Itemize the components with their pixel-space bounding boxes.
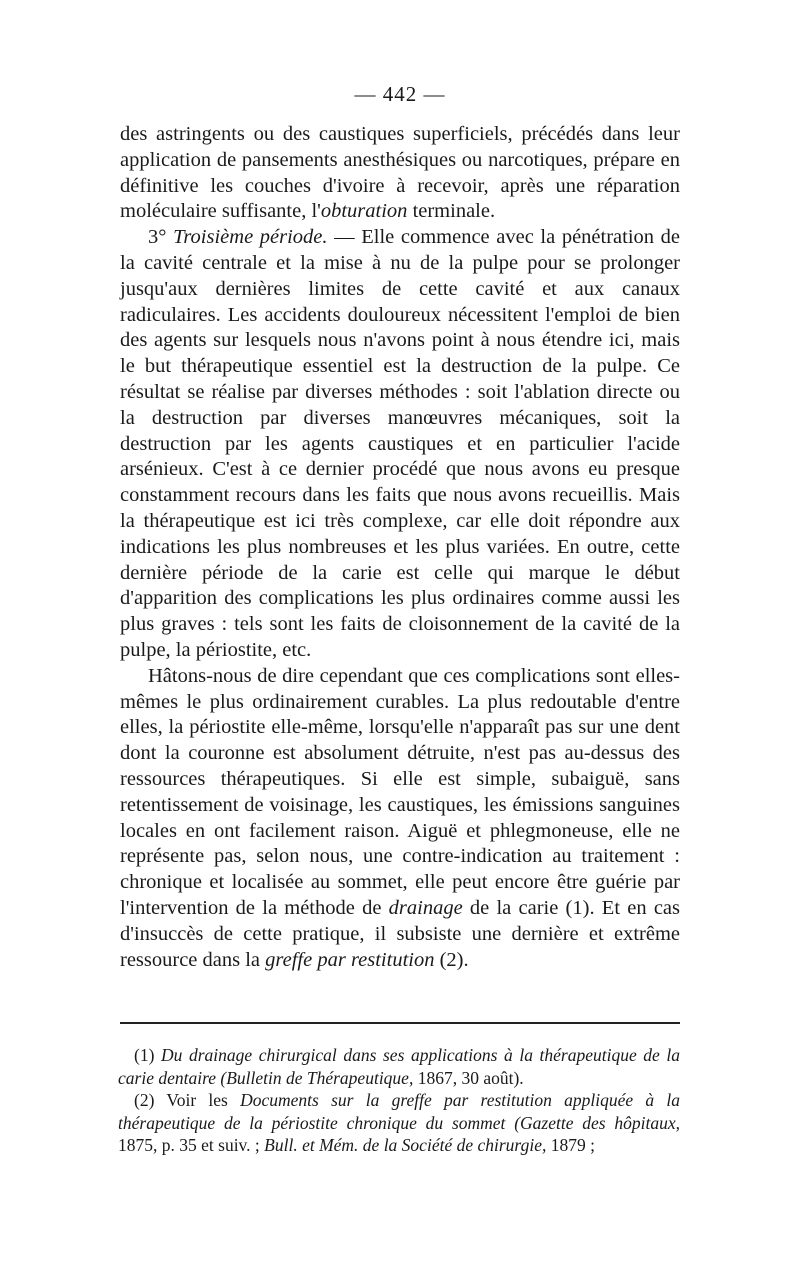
footnote-segment: Documents sur la greffe par restitution appliquée à la thérapeutique de la périostite chronique du sommet (Gazette des hôpitaux, xyxy=(118,1090,680,1133)
footnotes xyxy=(118,1044,680,1157)
paragraph-segment: drainage xyxy=(388,896,463,919)
footnote-segment: 1867, 30 août). xyxy=(413,1067,524,1088)
footnote-2 xyxy=(118,1089,680,1157)
main-text xyxy=(120,122,680,973)
footnote-1 xyxy=(118,1044,680,1089)
footnote-segment: (2) Voir les xyxy=(134,1090,241,1111)
footnote-segment: 1879 ; xyxy=(546,1135,595,1156)
footnote-segment: Bull. et Mém. de la Société de chirurgie, xyxy=(264,1135,547,1156)
paragraph-segment: terminale. xyxy=(407,200,496,223)
paragraph-segment: Hâtons-nous de dire cependant que ces complications sont elles-mêmes le plus ordinairement curables. La plus redoutable d'entre elles, la périostite elle-même, lorsqu'elle n'apparaît pas sur une dent dont la couronne est absolument détruite, n'est pas au-dessus des ressources thérapeutiques. Si elle est simple, subaiguë, sans retentissement de voisinage, les caustiques, les émissions sanguines locales en ont facilement raison. Aiguë et phlegmoneuse, elle ne représente pas, selon nous, une contre-indication au traitement : chronique et localisée au sommet, elle peut encore être guérie par l'intervention de la méthode de xyxy=(120,664,680,919)
paragraph-segment: des astringents ou des caustiques superficiels, précédés dans leur application de pansements anesthésiques ou narcotiques, prépare en définitive les couches d'ivoire à recevoir, après une réparation moléculaire suffisante, l' xyxy=(120,123,680,223)
paragraph-1 xyxy=(120,122,680,225)
footnote-divider xyxy=(120,1022,680,1024)
paragraph-segment: Troisième période. xyxy=(173,226,328,249)
footnote-segment: (1) xyxy=(134,1045,161,1065)
paragraph-3 xyxy=(120,664,680,974)
paragraph-segment: de la carie (1). Et en cas d'insuccès de cette pratique, il subsiste une dernière et extrême ressource dans la xyxy=(120,896,680,971)
page-number: — 442 — xyxy=(354,82,446,106)
footnote-segment: Du drainage chirurgical dans ses applications à la thérapeutique de la carie dentaire (Bulletin de Thérapeutique, xyxy=(118,1045,680,1088)
paragraph-2 xyxy=(120,225,680,664)
paragraph-segment: greffe par restitution xyxy=(265,948,435,971)
paragraph-segment: 3° xyxy=(148,226,174,249)
footnote-segment: 1875, p. 35 et suiv. ; xyxy=(118,1135,265,1156)
paragraph-segment: — Elle commence avec la pénétration de la cavité centrale et la mise à nu de la pulpe pour se prolonger jusqu'aux dernières limites de cette cavité et aux canaux radiculaires. Les accidents douloureux nécessitent l'emploi de bien des agents sur lesquels nous n'avons point à nous étendre ici, mais le but thérapeutique essentiel est la destruction de la pulpe. Ce résultat se réalise par diverses méthodes : soit l'ablation directe ou la destruction par diverses manœuvres mécaniques, soit la destruction par les agents caustiques et en particulier l'acide arsénieux. C'est à ce dernier procédé que nous avons eu presque constamment recours dans les faits que nous avons recueillis. Mais la thérapeutique est ici très complexe, car elle doit répondre aux indications les plus nombreuses et les plus variées. En outre, cette dernière période de la carie est celle qui marque le début d'apparition des complications les plus ordinaires comme aussi les plus graves : tels sont les faits de cloisonnement de la cavité de la pulpe, la périostite, etc. xyxy=(120,226,680,661)
paragraph-segment: obturation xyxy=(320,200,408,223)
paragraph-segment: (2). xyxy=(434,948,469,971)
